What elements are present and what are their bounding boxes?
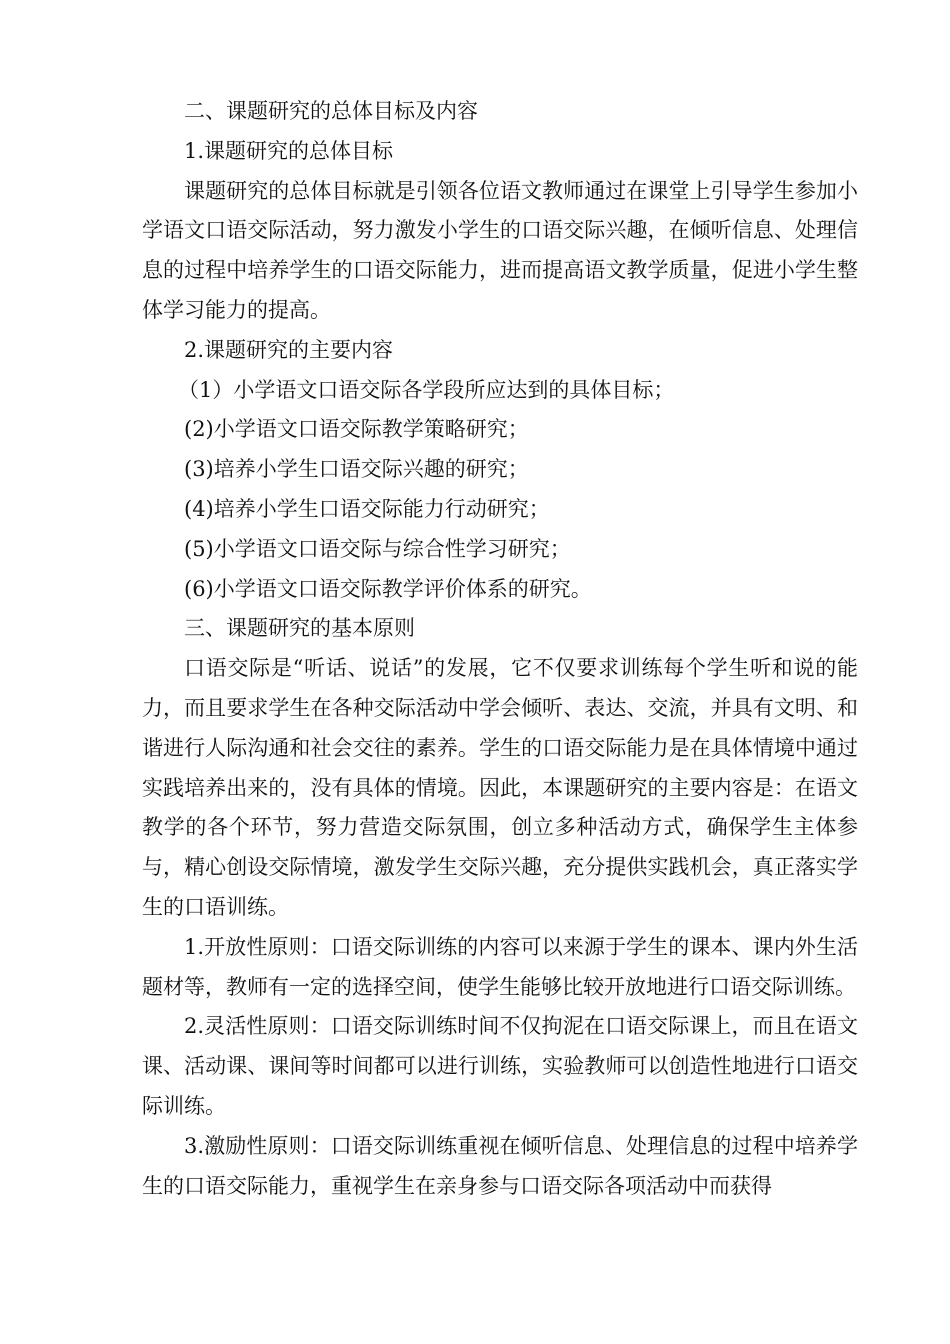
document-body — [142, 92, 858, 1206]
section-3-heading: 三、课题研究的基本原则 — [184, 616, 415, 641]
principle-open-paragraph: 1.开放性原则：口语交际训练的内容可以来源于学生的课本、课内外生活题材等，教师有一定的选择空间，使学生能够比较开放地进行口语交际训练。 — [142, 934, 858, 999]
section-3-intro-paragraph: 口语交际是“听话、说话”的发展，它不仅要求训练每个学生听和说的能力，而且要求学生在各种交际活动中学会倾听、表达、交流，并具有文明、和谐进行人际沟通和社会交往的素养。学生的口语交际能力是在具体情境中通过实践培养出来的，没有具体的情境。因此，本课题研究的主要内容是：在语文教学的各个环节，努力营造交际氛围，创立多种活动方式，确保学生主体参与，精心创设交际情境，激发学生交际兴趣，充分提供实践机会，真正落实学生的口语训练。 — [142, 656, 858, 919]
subsection-2-heading: 2.课题研究的主要内容 — [184, 337, 394, 362]
subsection-1-paragraph: 课题研究的总体目标就是引领各位语文教师通过在课堂上引导学生参加小学语文口语交际活动，努力激发小学生的口语交际兴趣，在倾听信息、处理信息的过程中培养学生的口语交际能力，进而提高语文教学质量，促进小学生整体学习能力的提高。 — [142, 178, 858, 322]
principle-incentive-paragraph: 3.激励性原则：口语交际训练重视在倾听信息、处理信息的过程中培养学生的口语交际能力，重视学生在亲身参与口语交际各项活动中而获得 — [142, 1133, 858, 1198]
section-2-heading: 二、课题研究的总体目标及内容 — [184, 99, 478, 123]
content-list-item: (2)小学语文口语交际教学策略研究； — [184, 417, 529, 442]
content-list-item: (5)小学语文口语交际与综合性学习研究； — [184, 536, 571, 561]
content-list-item: (4)培养小学生口语交际能力行动研究； — [184, 496, 550, 521]
principle-flexible-paragraph: 2.灵活性原则：口语交际训练时间不仅拘泥在口语交际课上，而且在语文课、活动课、课间等时间都可以进行训练，实验教师可以创造性地进行口语交际训练。 — [142, 1014, 858, 1118]
content-list-item: (3)培养小学生口语交际兴趣的研究； — [184, 457, 529, 482]
subsection-1-heading: 1.课题研究的总体目标 — [184, 138, 394, 163]
content-list-item: （1）小学语文口语交际各学段所应达到的具体目标； — [178, 377, 675, 402]
content-list-item: (6)小学语文口语交际教学评价体系的研究。 — [184, 576, 592, 601]
